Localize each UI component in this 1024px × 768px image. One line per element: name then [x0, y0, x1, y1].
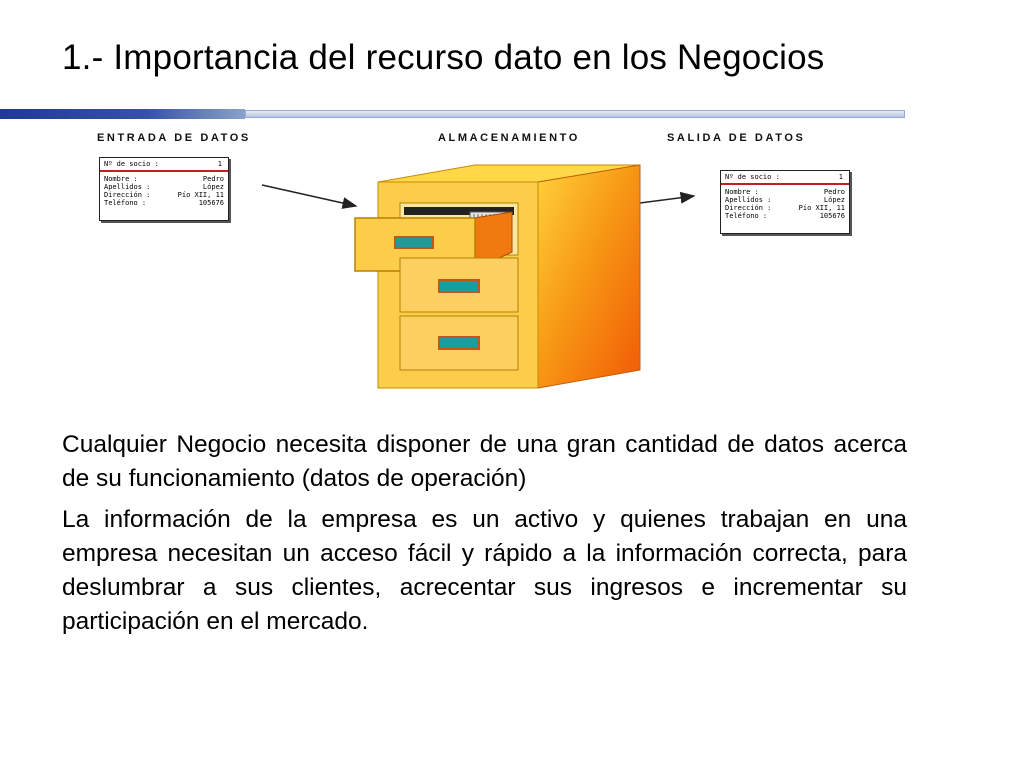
input-card-member-value: 1 — [217, 160, 222, 168]
input-card-member-label: Nº de socio : — [104, 160, 159, 168]
body-paragraph: Cualquier Negocio necesita disponer de una gran cantidad de datos acerca de su funcionamiento (datos de operación) — [62, 431, 907, 492]
slide-body — [62, 428, 907, 646]
field-value: Pío XII, 11 — [177, 191, 224, 199]
field-label: Nombre : — [104, 175, 138, 183]
field-value: López — [202, 183, 224, 191]
output-card-member-label: Nº de socio : — [725, 173, 780, 181]
field-label: Apellidos : — [104, 183, 151, 191]
storage-label: ALMACENAMIENTO — [438, 132, 580, 144]
field-label: Apellidos : — [725, 196, 772, 204]
field-label: Teléfono : — [104, 199, 147, 207]
field-value: 105676 — [198, 199, 224, 207]
open-drawer-handle — [395, 237, 433, 248]
field-label: Nombre : — [725, 188, 759, 196]
input-label: ENTRADA DE DATOS — [97, 132, 251, 144]
output-label: SALIDA DE DATOS — [667, 132, 806, 144]
field-label: Dirección : — [104, 191, 151, 199]
field-value: Pío XII, 11 — [798, 204, 845, 212]
field-value: Pedro — [823, 188, 845, 196]
field-value: López — [823, 196, 845, 204]
field-value: Pedro — [202, 175, 224, 183]
field-label: Dirección : — [725, 204, 772, 212]
field-label: Teléfono : — [725, 212, 768, 220]
input-arrow — [262, 185, 356, 206]
bottom-drawer-handle — [439, 337, 479, 349]
middle-drawer-handle — [439, 280, 479, 292]
slide-title: 1.- Importancia del recurso dato en los Negocios — [62, 38, 825, 77]
body-paragraph: La información de la empresa es un activo y quienes trabajan en una empresa necesitan un acceso fácil y rápido a la información correcta, para deslumbrar a sus clientes, acrecentar sus ingresos e incrementar su participación en el mercado. — [62, 506, 907, 635]
cabinet-side — [538, 165, 640, 388]
output-card-member-value: 1 — [838, 173, 843, 181]
field-value: 105676 — [819, 212, 845, 220]
